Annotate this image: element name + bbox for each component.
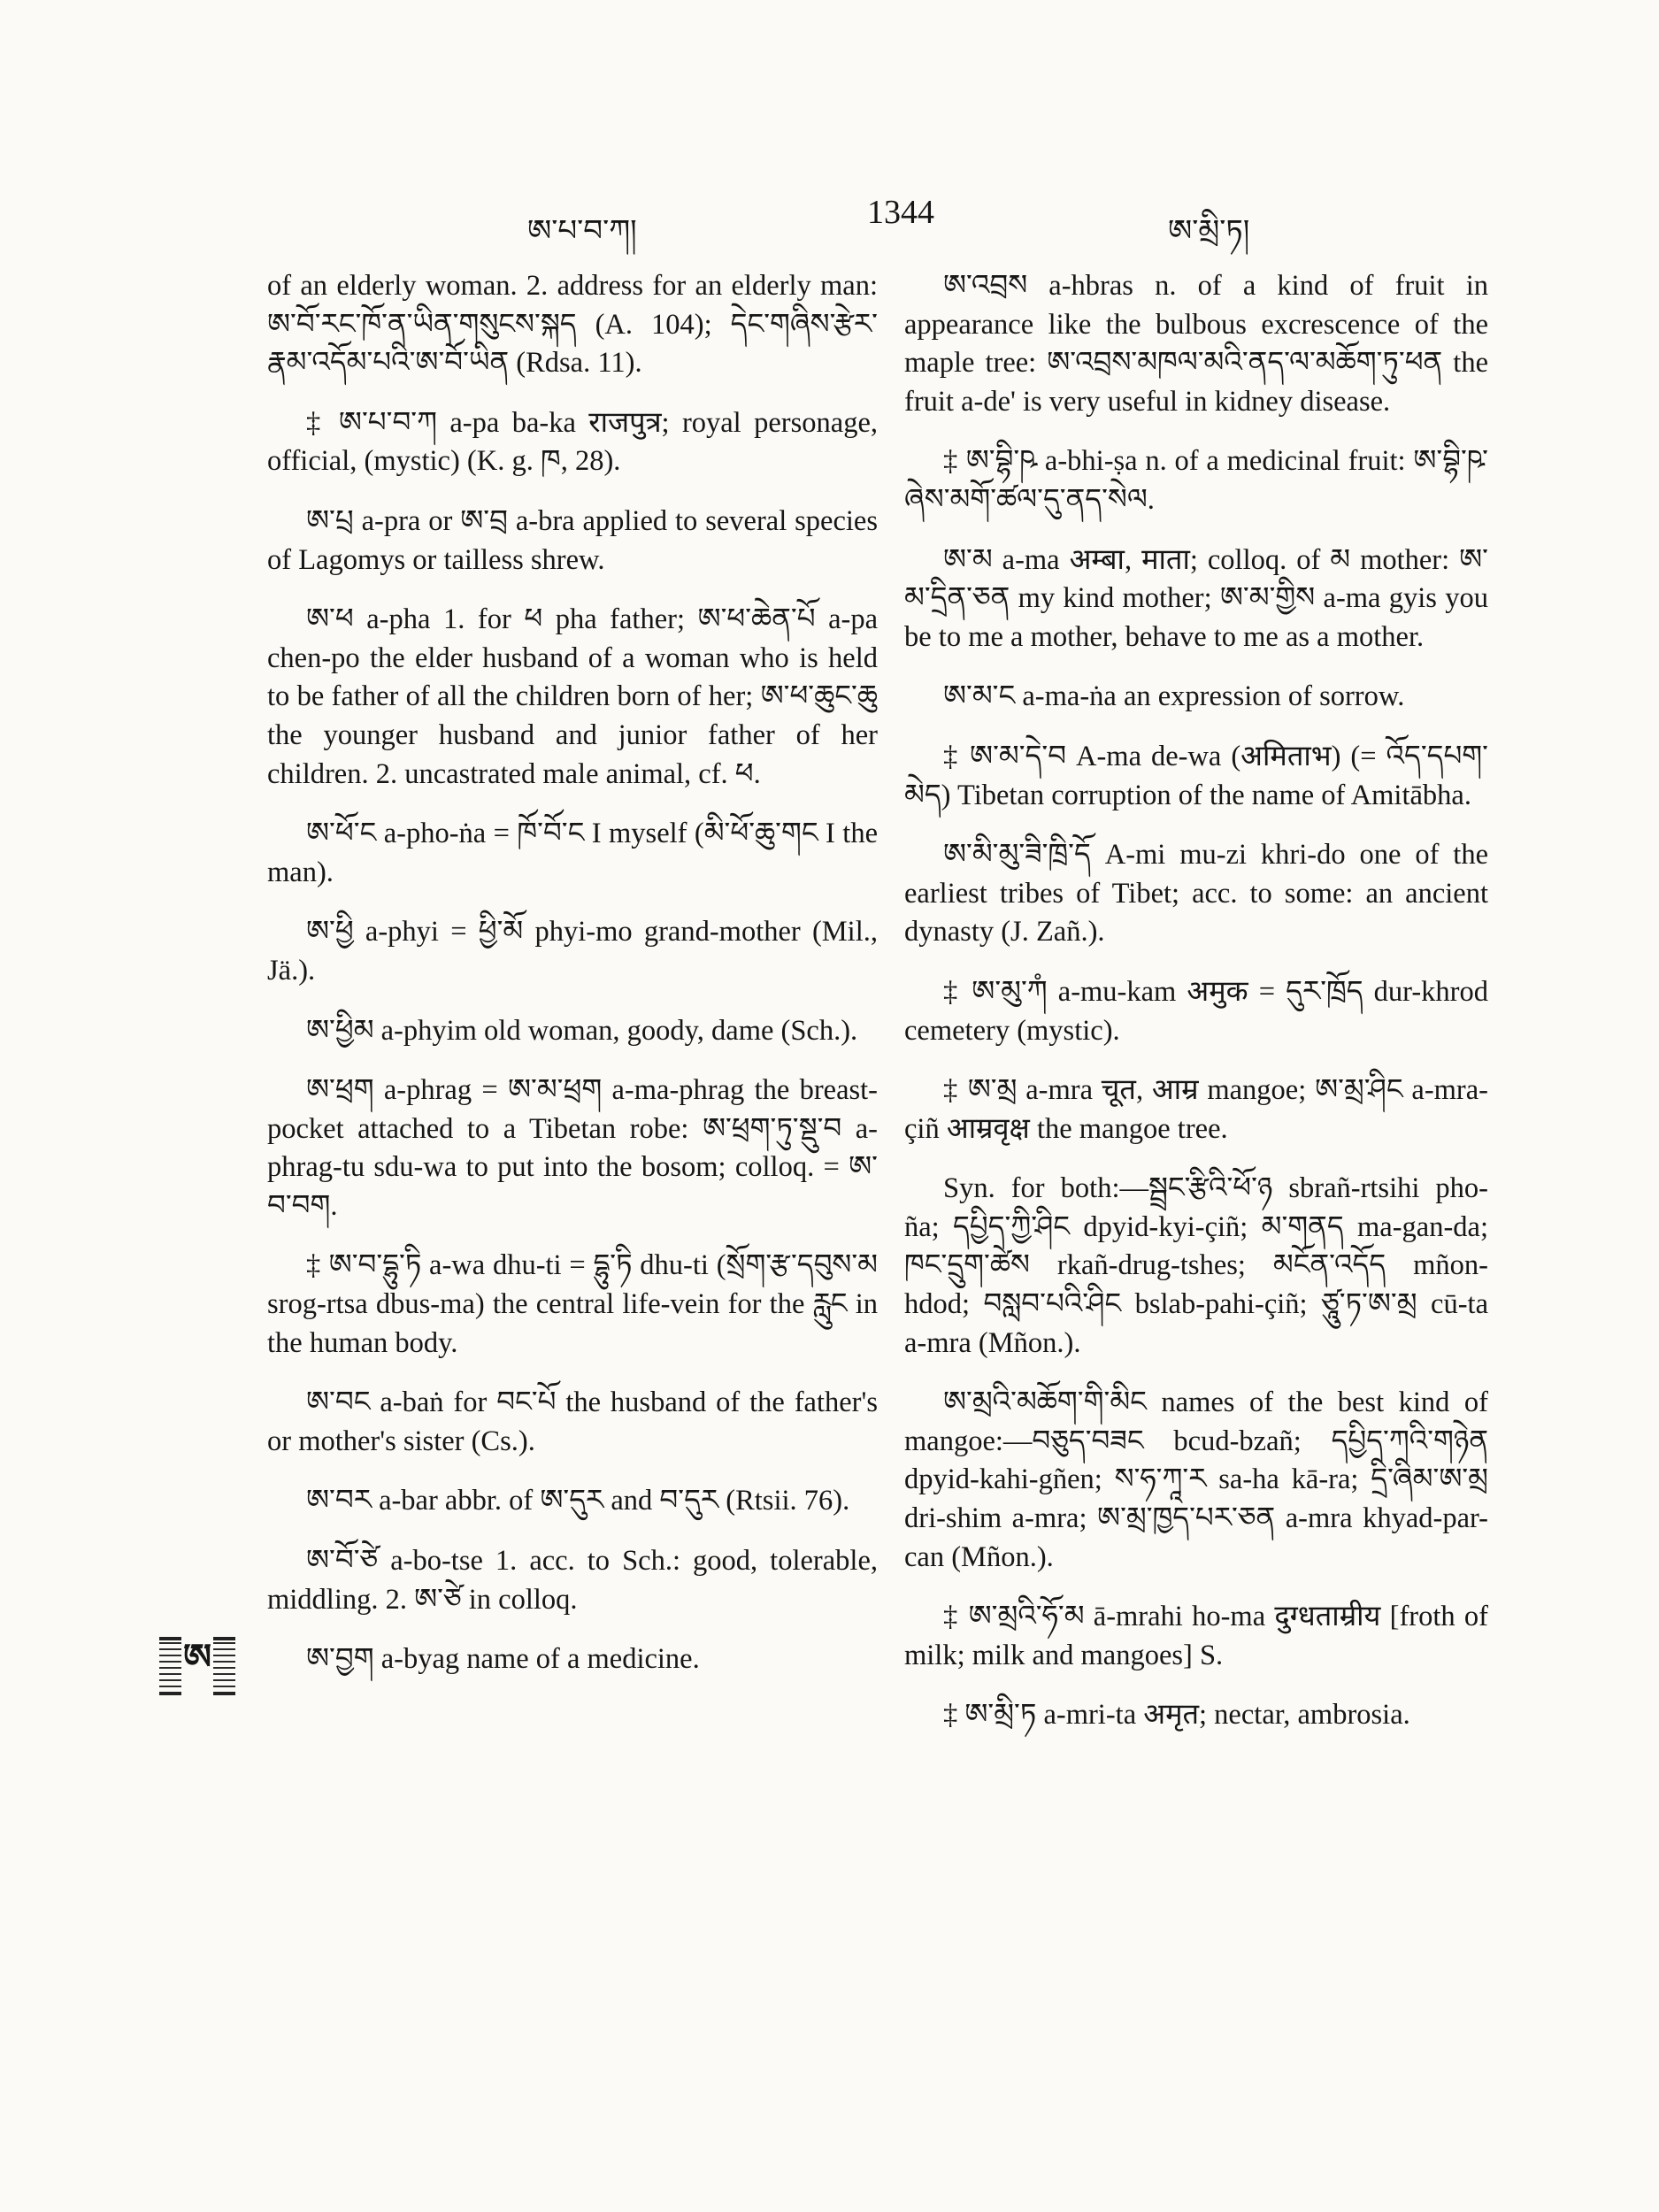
page-number: 1344 <box>867 194 934 231</box>
right-column <box>904 267 1488 1756</box>
dictionary-entry: ཨ་མྲའི་མཆོག་གི་མིང names of the best kind of mangoe:—བཅུད་བཟང bcud-bzañ; དཔྱིད་ཀའི་གཉེན dpyid-kahi-gñen; ས་ཧ་ཀཱ་ར sa-ha kā-ra; དྲི་ཞིམ་ཨ་མྲ dri-shim a-mra; ཨ་མྲ་ཁྱད་པར་ཅན a-mra khyad-par-can (Mñon.). <box>904 1386 1488 1573</box>
dictionary-entry: ཨ་ཕྱི a-phyi = ཕྱི་མོ phyi-mo grand-mother (Mil., Jä.). <box>267 916 878 987</box>
dictionary-entry: ཨ་བར a-bar abbr. of ཨ་དུར and བ་དུར (Rtsii. 76). <box>306 1485 850 1517</box>
dictionary-entry: ‡ ཨ་མྲ a-mra चूत, आम्र mangoe; ཨ་མྲ་ཤིང a-mra-çiñ आम्रवृक्ष the mangoe tree. <box>904 1074 1488 1145</box>
dictionary-entry: ཨ་མ a-ma अम्बा, माता; colloq. of མ mother: ཨ་མ་དྲིན་ཅན my kind mother; ཨ་མ་གྱིས a-ma gyis you be to me a mother, behave to me as a mother. <box>904 543 1488 653</box>
left-column <box>267 267 878 1701</box>
dictionary-entry: ཨ་འབྲས a-hbras n. of a kind of fruit in appearance like the bulbous excrescence of the maple tree: ཨ་འབྲས་མཁལ་མའི་ནད་ལ་མཆོག་ཏུ་ཕན the fruit a-de' is very useful in kidney disease. <box>904 270 1488 418</box>
dictionary-entry: ‡ ཨ་མྲི་ཏ a-mri-ta अमृत; nectar, ambrosia. <box>943 1699 1410 1732</box>
dictionary-entry: ཨ་མ་ང a-ma-ṅa an expression of sorrow. <box>943 680 1405 713</box>
dictionary-entry: ཨ་ཕྲག a-phrag = ཨ་མ་ཕྲག a-ma-phrag the breast-pocket attached to a Tibetan robe: ཨ་ཕྲག་ཏུ་སྡུ་བ a-phrag-tu sdu-wa to put into the bosom; colloq. = ཨ་བ་བག. <box>267 1074 878 1222</box>
dictionary-entry: ‡ ཨ་བ་དྷུ་ཏི a-wa dhu-ti = དྷུ་ཏི dhu-ti (སྲོག་རྩ་དབུས་མ srog-rtsa dbus-ma) the central life-vein for the རླུང in the human body. <box>267 1249 878 1359</box>
dictionary-entry: ཨ་ཕོ་ང a-pho-ṅa = ཁོ་བོ་ང I myself (མི་ཕོ་ཆུ་གང I the man). <box>267 818 878 888</box>
dictionary-entry: ‡ ཨ་བྷི་ཥ a-bhi-ṣa n. of a medicinal fruit: ཨ་བྷི་ཥ་ཞེས་མགོ་ཚལ་དུ་ནད་སེལ. <box>904 445 1488 516</box>
dictionary-entry: of an elderly woman. 2. address for an elderly man: ཨ་བོ་རང་ཁོ་ན་ཡིན་གསུངས་སྐད (A. 104); དེང་གཞིས་རྩེར་རྣམ་འདོམ་པའི་ཨ་བོ་ཡིན (Rdsa. 11). <box>267 270 878 380</box>
dictionary-entry: ཨ་ཕ a-pha 1. for ཕ pha father; ཨ་ཕ་ཆེན་པོ a-pa chen-po the elder husband of a woman who is held to be father of all the children born of her; ཨ་ཕ་ཆུང་ཆུ the younger husband and junior father of her children. 2. uncastrated male animal, cf. ཕ. <box>267 603 878 790</box>
dictionary-entry: ‡ ཨ་མྲའི་ཧོ་མ ā-mrahi ho-ma दुग्धताम्रीय [froth of milk; milk and mangoes] S. <box>904 1601 1488 1671</box>
header-right-headword: ཨ་མྲི་ཏ། <box>1168 213 1250 249</box>
header-left-headword: ཨ་པ་བ་ཀ། <box>527 213 637 249</box>
running-header <box>0 193 1659 249</box>
dictionary-entry: ‡ ཨ་པ་བ་ཀ a-pa ba-ka राजपुत्र; royal personage, official, (mystic) (K. g. ཁ, 28). <box>267 406 878 478</box>
dictionary-entry: ཨ་བྱག a-byag name of a medicine. <box>306 1643 700 1676</box>
dictionary-entry: ཨ་བང a-baṅ for བང་པོ the husband of the father's or mother's sister (Cs.). <box>267 1386 878 1457</box>
dictionary-entry: ཨ་པྲ a-pra or ཨ་བྲ a-bra applied to several species of Lagomys or tailless shrew. <box>267 504 878 576</box>
dictionary-entry: ཨ་བོ་ཙེ a-bo-tse 1. acc. to Sch.: good, tolerable, middling. 2. ཨ་ཙེ in colloq. <box>267 1545 878 1616</box>
dictionary-entry: Syn. for both:—སྦྲང་རྩིའི་ཕོ་ཉ sbrañ-rtsihi pho-ña; དཔྱིད་ཀྱི་ཤིང dpyid-kyi-çiñ; མ་གནད ma-gan-da; ཁང་དྲུག་ཚེས rkañ-drug-tshes; མངོན་འདོད mñon-hdod; བསླབ་པའི་ཤིང bslab-pahi-çiñ; ཙཱུ་ཏ་ཨ་མྲ cū-ta a-mra (Mñon.). <box>904 1172 1488 1359</box>
dictionary-entry: ‡ ཨ་མ་དེ་བ A-ma de-wa (अमिताभ) (= འོད་དཔག་མེད) Tibetan corruption of the name of Amitābha. <box>904 740 1488 811</box>
thumb-index-tab: ཨ <box>159 1637 235 1695</box>
dictionary-entry: ཨ་ཕྱིམ a-phyim old woman, goody, dame (Sch.). <box>306 1014 858 1047</box>
dictionary-entry: ‡ ཨ་མུ་ཀཾ a-mu-kam अमुक = དུར་ཁྲོད dur-khrod cemetery (mystic). <box>904 975 1488 1047</box>
dictionary-entry: ཨ་མི་མུ་ཟི་ཁྲི་དོ A-mi mu-zi khri-do one of the earliest tribes of Tibet; acc. to some: an ancient dynasty (J. Zañ.). <box>904 839 1488 949</box>
